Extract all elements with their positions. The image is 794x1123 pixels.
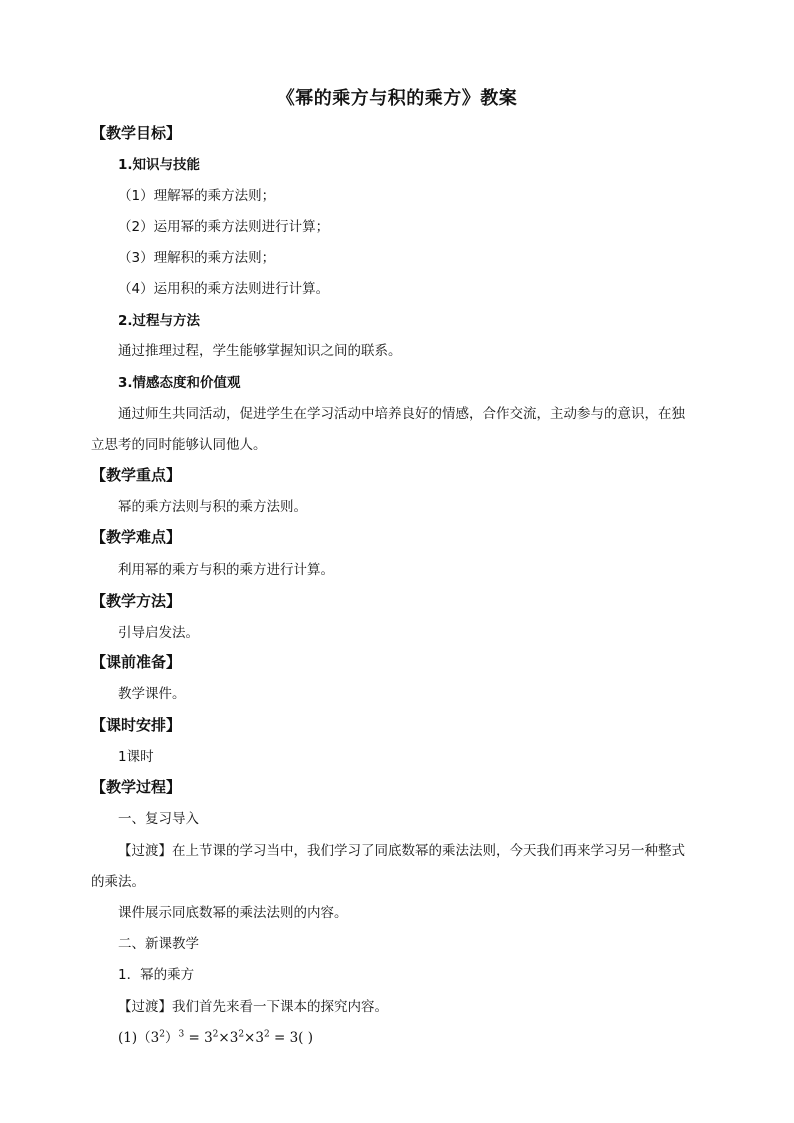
paragraph: 通过推理过程，学生能够掌握知识之间的联系。 xyxy=(118,343,402,359)
formula-exponent: 2 xyxy=(159,1029,165,1040)
objective-item: （4）运用积的乘方法则进行计算。 xyxy=(118,281,330,297)
formula-term: ×3 xyxy=(244,1030,264,1046)
formula-exponent: 2 xyxy=(263,1029,270,1040)
paragraph: 1．幂的乘方 xyxy=(118,967,195,983)
formula-line xyxy=(118,1029,313,1047)
paragraph: 利用幂的乘方与积的乘方进行计算。 xyxy=(118,562,334,578)
formula-exponent: 2 xyxy=(238,1029,245,1040)
section-heading-process: 【教学过程】 xyxy=(91,778,182,796)
paragraph-continuation: 的乘法。 xyxy=(91,874,145,890)
formula-term: = 3 xyxy=(184,1030,213,1046)
objective-item: （1）理解幂的乘方法则； xyxy=(118,188,276,204)
subheading-attitude-values: 3.情感态度和价值观 xyxy=(118,375,241,391)
section-heading-method: 【教学方法】 xyxy=(91,592,182,610)
section-heading-objectives: 【教学目标】 xyxy=(91,124,182,142)
document-title: 《幂的乘方与积的乘方》教案 xyxy=(276,88,518,109)
objective-item: （3）理解积的乘方法则； xyxy=(118,250,276,266)
paragraph: 教学课件。 xyxy=(118,686,186,702)
subheading-process-method: 2.过程与方法 xyxy=(118,313,201,329)
formula-close: ） xyxy=(164,1030,179,1046)
paragraph: 课件展示同底数幂的乘法法则的内容。 xyxy=(118,905,348,921)
paragraph: 二、新课教学 xyxy=(118,936,199,952)
formula-term: ×3 xyxy=(218,1030,239,1046)
formula-term: = 3( ) xyxy=(269,1030,313,1046)
section-heading-difficulties: 【教学难点】 xyxy=(91,528,182,546)
formula-open: （3 xyxy=(137,1030,160,1046)
section-heading-schedule: 【课时安排】 xyxy=(91,716,182,734)
formula-label: (1) xyxy=(118,1030,138,1046)
paragraph: 1课时 xyxy=(118,749,154,765)
paragraph: 【过渡】在上节课的学习当中，我们学习了同底数幂的乘法法则，今天我们再来学习另一种整式 xyxy=(118,843,685,859)
paragraph-continuation: 立思考的同时能够认同他人。 xyxy=(91,437,267,453)
formula-exponent: 3 xyxy=(178,1029,185,1040)
paragraph: 幂的乘方法则与积的乘方法则。 xyxy=(118,499,307,515)
section-heading-preparation: 【课前准备】 xyxy=(91,653,182,671)
section-heading-key-points: 【教学重点】 xyxy=(91,466,182,484)
objective-item: （2）运用幂的乘方法则进行计算； xyxy=(118,219,330,235)
paragraph: 通过师生共同活动，促进学生在学习活动中培养良好的情感，合作交流，主动参与的意识，在独 xyxy=(118,406,685,422)
formula-exponent: 2 xyxy=(212,1029,219,1040)
paragraph: 一、复习导入 xyxy=(118,811,199,827)
paragraph: 引导启发法。 xyxy=(118,625,199,641)
paragraph: 【过渡】我们首先来看一下课本的探究内容。 xyxy=(118,999,388,1015)
subheading-knowledge-skills: 1.知识与技能 xyxy=(118,157,201,173)
